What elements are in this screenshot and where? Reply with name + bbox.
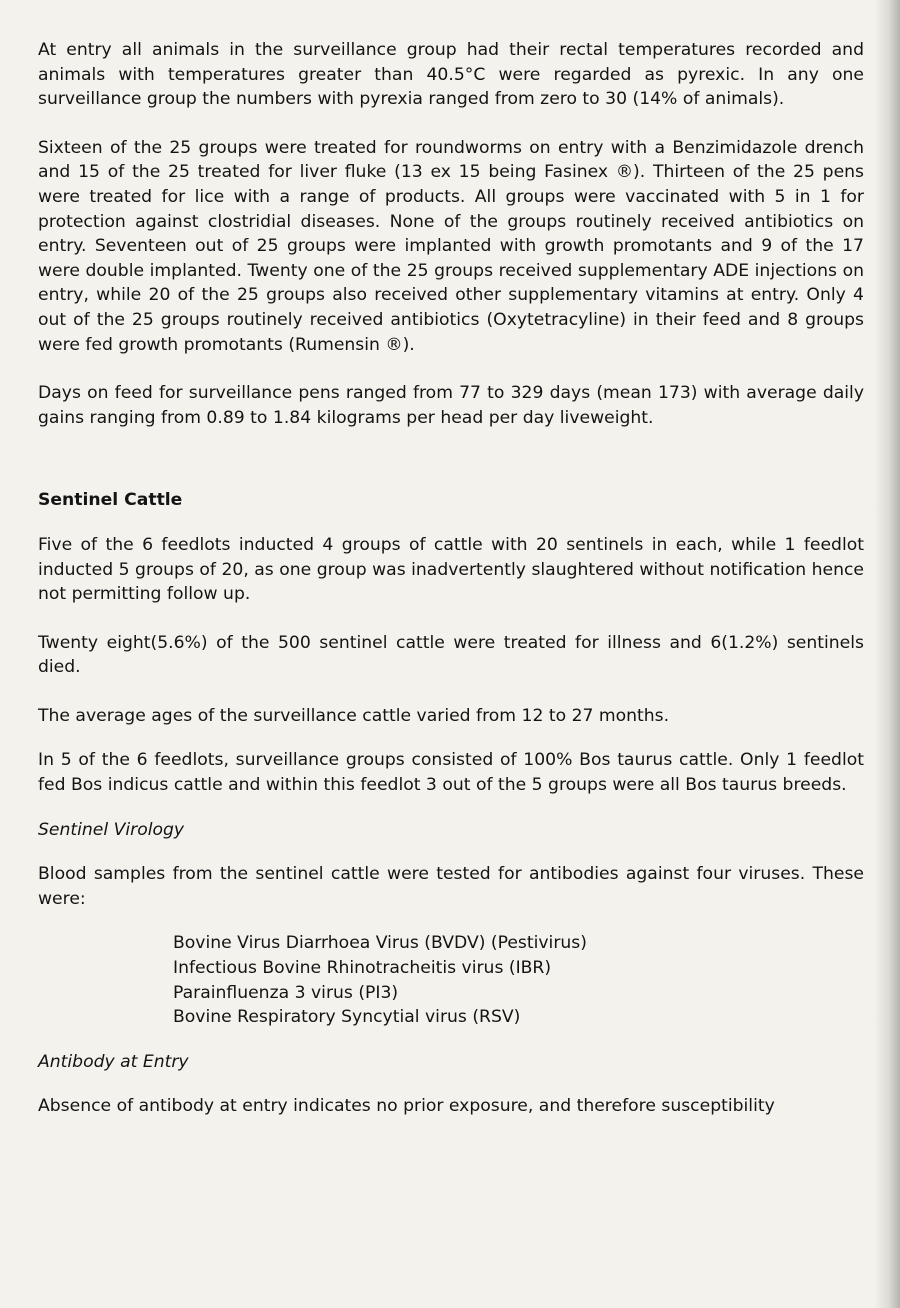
paragraph-sentinel-illness: Twenty eight(5.6%) of the 500 sentinel cattle were treated for illness and 6(1.2%) sentinels died. <box>38 632 864 678</box>
paragraph-days-on-feed: Days on feed for surveillance pens ranged from 77 to 329 days (mean 173) with average daily gains ranging from 0.89 to 1.84 kilograms per head per day liveweight. <box>38 383 864 428</box>
subheading-antibody-at-entry: Antibody at Entry <box>38 1051 189 1072</box>
subheading-sentinel-virology: Sentinel Virology <box>38 819 185 840</box>
document-body <box>38 38 864 1119</box>
paragraph-treatments: Sixteen of the 25 groups were treated for roundworms on entry with a Benzimidazole drench and 15 of the 25 treated for liver fluke (13 ex 15 being Fasinex ®). Thirteen of the 25 pens were treated for lice with a range of products. All groups were vaccinated with 5 in 1 for protection against clostridial diseases. None of the groups routinely received antibiotics on entry. Seventeen out of 25 groups were implanted with growth promotants and 9 of the 17 were double implanted. Twenty one of the 25 groups received supplementary ADE injections on entry, while 20 of the 25 groups also received other supplementary vitamins at entry. Only 4 out of the 25 groups routinely received antibiotics (Oxytetracyline) in their feed and 8 groups were fed growth promotants (Rumensin ®). <box>38 137 864 355</box>
paragraph-absence-antibody: Absence of antibody at entry indicates no prior exposure, and therefore susceptibility <box>38 1096 775 1117</box>
heading-sentinel-cattle: Sentinel Cattle <box>38 490 183 511</box>
virus-list-item: Bovine Virus Diarrhoea Virus (BVDV) (Pestivirus) <box>173 933 587 954</box>
virus-list <box>173 931 864 1029</box>
paragraph-average-ages: The average ages of the surveillance cattle varied from 12 to 27 months. <box>38 705 670 726</box>
paragraph-breeds: In 5 of the 6 feedlots, surveillance groups consisted of 100% Bos taurus cattle. Only 1 feedlot fed Bos indicus cattle and within this feedlot 3 out of the 5 groups were all Bos taurus breeds. <box>38 750 864 796</box>
paragraph-pyrexia: At entry all animals in the surveillance group had their rectal temperatures recorded and animals with temperatures greater than 40.5°C were regarded as pyrexic. In any one surveillance group the numbers with pyrexia ranged from zero to 30 (14% of animals). <box>38 40 864 110</box>
paragraph-sentinel-groups: Five of the 6 feedlots inducted 4 groups of cattle with 20 sentinels in each, while 1 feedlot inducted 5 groups of 20, as one group was inadvertently slaughtered without notification hence not permitting follow up. <box>38 534 864 605</box>
paragraph-blood-samples: Blood samples from the sentinel cattle were tested for antibodies against four viruses. These were: <box>38 864 864 909</box>
page-edge-shadow <box>874 0 900 1308</box>
virus-list-item: Infectious Bovine Rhinotracheitis virus (IBR) <box>173 958 552 979</box>
virus-list-item: Parainfluenza 3 virus (PI3) <box>173 982 399 1003</box>
virus-list-item: Bovine Respiratory Syncytial virus (RSV) <box>173 1007 521 1028</box>
